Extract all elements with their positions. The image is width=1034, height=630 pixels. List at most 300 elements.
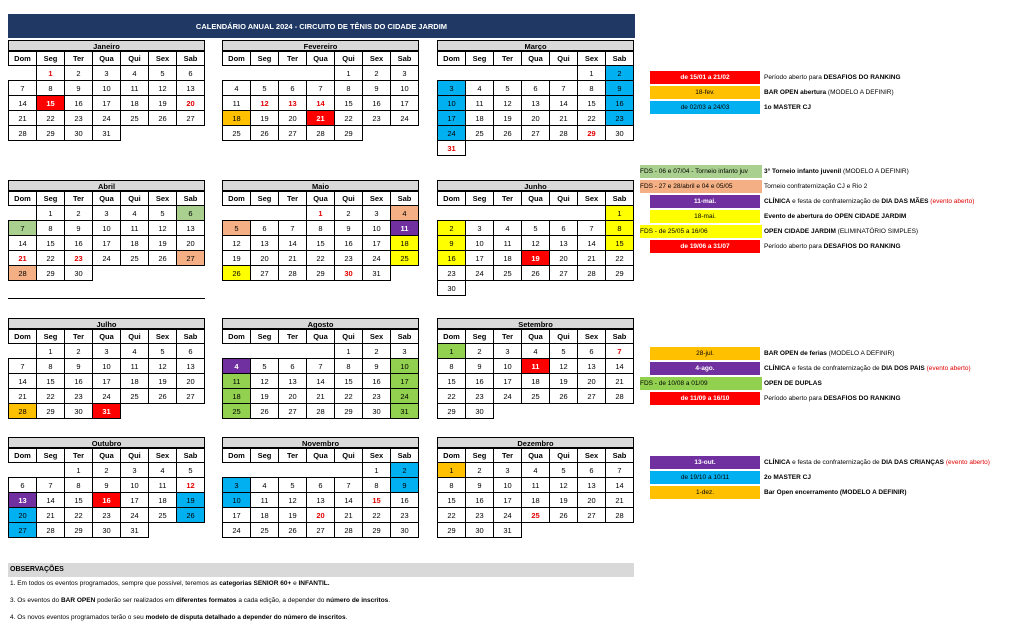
day-cell: 14: [578, 236, 606, 251]
day-cell: 22: [363, 508, 391, 523]
weekday-header: Sab: [391, 52, 419, 66]
day-cell: 26: [149, 251, 177, 266]
day-cell: 25: [149, 508, 177, 523]
weekday-header: Sex: [363, 52, 391, 66]
day-cell: 26: [149, 389, 177, 404]
day-cell: 13: [279, 96, 307, 111]
day-cell: 25: [121, 389, 149, 404]
weekday-header: Ter: [279, 330, 307, 344]
day-cell: 28: [578, 266, 606, 281]
day-cell: 14: [550, 96, 578, 111]
day-cell: 24: [93, 389, 121, 404]
day-cell: 5: [550, 344, 578, 359]
day-cell: 10: [93, 81, 121, 96]
day-cell: 12: [550, 359, 578, 374]
weekday-header: Qua: [522, 449, 550, 463]
day-cell: 16: [65, 96, 93, 111]
day-cell: 11: [121, 81, 149, 96]
day-cell: [335, 463, 363, 478]
day-cell: [578, 206, 606, 221]
day-cell: [363, 126, 391, 141]
day-cell: 31: [438, 141, 466, 156]
day-cell: 4: [121, 66, 149, 81]
day-cell: 15: [65, 493, 93, 508]
day-cell: [251, 66, 279, 81]
day-cell: 9: [335, 221, 363, 236]
day-cell: 17: [363, 236, 391, 251]
month-name: Maio: [222, 180, 419, 191]
weekday-header: Qua: [93, 192, 121, 206]
event-description: CLÍNICA e festa de confraternização de DIA DAS CRIANÇAS (evento aberto): [764, 459, 990, 466]
day-cell: 1: [37, 66, 65, 81]
day-cell: 12: [149, 81, 177, 96]
day-cell: 11: [522, 478, 550, 493]
day-cell: 17: [121, 493, 149, 508]
weekday-header: Seg: [466, 192, 494, 206]
day-cell: 18: [223, 111, 251, 126]
day-cell: 5: [522, 221, 550, 236]
weekday-header: Ter: [279, 52, 307, 66]
day-cell: 20: [9, 508, 37, 523]
day-cell: 3: [391, 66, 419, 81]
day-cell: 7: [335, 478, 363, 493]
day-cell: 12: [279, 493, 307, 508]
day-cell: [522, 66, 550, 81]
day-cell: 25: [466, 126, 494, 141]
day-cell: [522, 141, 550, 156]
day-cell: 24: [363, 251, 391, 266]
day-cell: 16: [363, 374, 391, 389]
weekday-header: Dom: [9, 52, 37, 66]
day-cell: 10: [93, 221, 121, 236]
day-cell: 18: [251, 508, 279, 523]
day-cell: [251, 206, 279, 221]
day-cell: 18: [149, 493, 177, 508]
day-cell: 3: [494, 463, 522, 478]
day-cell: 29: [37, 266, 65, 281]
day-cell: 28: [606, 389, 634, 404]
month-name: Março: [437, 40, 634, 51]
day-cell: [494, 141, 522, 156]
day-cell: 23: [335, 251, 363, 266]
day-cell: 16: [65, 236, 93, 251]
day-cell: [438, 206, 466, 221]
day-cell: 16: [466, 374, 494, 389]
day-cell: 11: [494, 236, 522, 251]
day-cell: 29: [363, 523, 391, 538]
day-cell: 28: [307, 404, 335, 419]
day-cell: 6: [177, 344, 205, 359]
day-cell: 26: [279, 523, 307, 538]
day-cell: 29: [37, 404, 65, 419]
weekday-header: Qui: [335, 192, 363, 206]
day-cell: 1: [37, 344, 65, 359]
day-cell: 17: [391, 96, 419, 111]
day-cell: 4: [223, 81, 251, 96]
day-cell: [550, 523, 578, 538]
day-cell: 1: [363, 463, 391, 478]
day-cell: 15: [307, 236, 335, 251]
day-cell: 10: [391, 81, 419, 96]
day-cell: [606, 281, 634, 296]
day-cell: 8: [37, 81, 65, 96]
day-cell: [177, 523, 205, 538]
day-cell: 9: [93, 478, 121, 493]
day-cell: 4: [223, 359, 251, 374]
day-cell: 11: [121, 221, 149, 236]
day-cell: 23: [363, 111, 391, 126]
day-cell: [251, 344, 279, 359]
weekday-header: Seg: [37, 330, 65, 344]
day-cell: [149, 266, 177, 281]
day-cell: 20: [550, 251, 578, 266]
day-cell: 21: [279, 251, 307, 266]
event-date-tag: 28-jul.: [650, 347, 760, 360]
event-description: 1o MASTER CJ: [764, 104, 811, 111]
day-cell: 29: [335, 404, 363, 419]
weekday-header: Seg: [251, 52, 279, 66]
day-cell: 26: [223, 266, 251, 281]
month-name: Julho: [8, 318, 205, 329]
event-description: Evento de abertura do OPEN CIDADE JARDIM: [764, 213, 907, 220]
day-cell: 14: [9, 374, 37, 389]
day-cell: 7: [279, 221, 307, 236]
day-cell: 30: [65, 266, 93, 281]
day-cell: 28: [606, 508, 634, 523]
day-cell: 12: [149, 359, 177, 374]
day-cell: [149, 404, 177, 419]
day-cell: 13: [522, 96, 550, 111]
day-cell: 21: [9, 251, 37, 266]
day-cell: [494, 404, 522, 419]
day-cell: 6: [522, 81, 550, 96]
day-cell: 19: [550, 493, 578, 508]
day-cell: 26: [149, 111, 177, 126]
day-cell: 8: [335, 81, 363, 96]
day-cell: [307, 463, 335, 478]
day-cell: 9: [438, 236, 466, 251]
day-cell: 3: [363, 206, 391, 221]
day-cell: 30: [606, 126, 634, 141]
day-cell: [494, 206, 522, 221]
day-cell: 6: [578, 344, 606, 359]
weekday-header: Sex: [363, 192, 391, 206]
weekday-header: Sab: [177, 192, 205, 206]
event-description: OPEN CIDADE JARDIM (ELIMINATÓRIO SIMPLES): [764, 228, 919, 235]
day-cell: 12: [149, 221, 177, 236]
weekday-header: Ter: [494, 192, 522, 206]
day-cell: 25: [223, 126, 251, 141]
day-cell: 16: [606, 96, 634, 111]
day-cell: 3: [438, 81, 466, 96]
weekday-header: Sab: [391, 330, 419, 344]
day-cell: [578, 281, 606, 296]
day-cell: 17: [93, 96, 121, 111]
day-cell: [223, 463, 251, 478]
day-cell: 23: [65, 111, 93, 126]
weekday-header: Sab: [606, 449, 634, 463]
day-cell: 14: [9, 236, 37, 251]
day-cell: [494, 66, 522, 81]
page-title: CALENDÁRIO ANUAL 2024 - CIRCUITO DE TÊNIS DO CIDADE JARDIM: [8, 14, 635, 38]
day-cell: 1: [438, 344, 466, 359]
day-cell: 2: [391, 463, 419, 478]
weekday-header: Dom: [438, 192, 466, 206]
day-cell: 8: [307, 221, 335, 236]
weekday-header: Seg: [251, 330, 279, 344]
day-cell: 17: [223, 508, 251, 523]
day-cell: [177, 126, 205, 141]
weekday-header: Dom: [438, 52, 466, 66]
day-cell: 6: [177, 66, 205, 81]
day-cell: 20: [578, 374, 606, 389]
weekday-header: Sab: [606, 52, 634, 66]
day-cell: [494, 281, 522, 296]
day-cell: 18: [121, 96, 149, 111]
day-cell: 26: [550, 508, 578, 523]
day-cell: 8: [65, 478, 93, 493]
day-cell: 28: [37, 523, 65, 538]
weekday-header: Sex: [578, 330, 606, 344]
month-name: Fevereiro: [222, 40, 419, 51]
weekday-header: Ter: [65, 449, 93, 463]
month-name: Dezembro: [437, 437, 634, 448]
day-cell: 3: [93, 206, 121, 221]
day-cell: 13: [177, 221, 205, 236]
day-cell: [466, 66, 494, 81]
day-cell: [121, 404, 149, 419]
month-name: Setembro: [437, 318, 634, 329]
weekday-header: Seg: [466, 449, 494, 463]
day-cell: 5: [223, 221, 251, 236]
weekday-header: Ter: [65, 192, 93, 206]
day-cell: 3: [121, 463, 149, 478]
weekday-header: Dom: [223, 330, 251, 344]
day-cell: 7: [606, 463, 634, 478]
day-cell: 19: [177, 493, 205, 508]
day-cell: 6: [279, 81, 307, 96]
event-date-tag: 13-out.: [650, 456, 760, 469]
day-cell: 2: [466, 344, 494, 359]
weekday-header: Qui: [335, 449, 363, 463]
day-cell: 27: [9, 523, 37, 538]
day-cell: 20: [578, 493, 606, 508]
weekday-header: Dom: [438, 330, 466, 344]
day-cell: 23: [391, 508, 419, 523]
event-date-tag: FDS - 06 e 07/04 - Torneio infanto juv: [640, 165, 762, 178]
weekday-header: Seg: [37, 52, 65, 66]
day-cell: 14: [279, 236, 307, 251]
day-cell: 8: [335, 359, 363, 374]
day-cell: 16: [93, 493, 121, 508]
day-cell: 29: [438, 523, 466, 538]
day-cell: 2: [363, 344, 391, 359]
weekday-header: Qua: [307, 52, 335, 66]
day-cell: 29: [578, 126, 606, 141]
weekday-header: Qua: [93, 330, 121, 344]
weekday-header: Seg: [466, 52, 494, 66]
day-cell: [550, 404, 578, 419]
weekday-header: Sab: [177, 330, 205, 344]
day-cell: 27: [307, 523, 335, 538]
day-cell: 13: [578, 478, 606, 493]
day-cell: 1: [37, 206, 65, 221]
day-cell: 3: [391, 344, 419, 359]
day-cell: 10: [391, 359, 419, 374]
weekday-header: Ter: [65, 330, 93, 344]
observation-line: 4. Os novos eventos programados terão o seu modelo de disputa detalhado a depender do número de inscritos.: [10, 614, 348, 621]
day-cell: 22: [335, 111, 363, 126]
day-cell: 24: [391, 111, 419, 126]
weekday-header: Ter: [279, 192, 307, 206]
day-cell: 18: [522, 374, 550, 389]
day-cell: 5: [149, 344, 177, 359]
day-cell: 23: [65, 389, 93, 404]
weekday-header: Dom: [223, 52, 251, 66]
day-cell: 13: [177, 359, 205, 374]
day-cell: 4: [522, 463, 550, 478]
day-cell: [550, 281, 578, 296]
month-name: Junho: [437, 180, 634, 191]
day-cell: [466, 206, 494, 221]
day-cell: 11: [391, 221, 419, 236]
day-cell: 24: [494, 508, 522, 523]
day-cell: [606, 404, 634, 419]
day-cell: 21: [307, 389, 335, 404]
day-cell: 11: [149, 478, 177, 493]
day-cell: 7: [578, 221, 606, 236]
day-cell: 20: [522, 111, 550, 126]
day-cell: 18: [466, 111, 494, 126]
day-cell: 13: [251, 236, 279, 251]
month-setembro: [437, 318, 634, 419]
weekday-header: Dom: [223, 192, 251, 206]
day-cell: 27: [578, 389, 606, 404]
day-cell: 29: [606, 266, 634, 281]
day-cell: 20: [177, 374, 205, 389]
day-cell: 22: [578, 111, 606, 126]
day-cell: 15: [37, 236, 65, 251]
weekday-header: Sab: [177, 52, 205, 66]
day-cell: 23: [466, 389, 494, 404]
day-cell: 20: [279, 389, 307, 404]
day-cell: 8: [363, 478, 391, 493]
weekday-header: Ter: [494, 52, 522, 66]
day-cell: 1: [438, 463, 466, 478]
month-março: [437, 40, 634, 156]
day-cell: 22: [37, 389, 65, 404]
day-cell: 21: [606, 493, 634, 508]
day-cell: [9, 344, 37, 359]
day-cell: [466, 281, 494, 296]
month-agosto: [222, 318, 419, 419]
event-description: 3° Torneio infanto juvenil (MODELO A DEFINIR): [764, 168, 909, 175]
day-cell: 8: [438, 478, 466, 493]
weekday-header: Qui: [121, 330, 149, 344]
day-cell: 24: [223, 523, 251, 538]
day-cell: 21: [335, 508, 363, 523]
day-cell: 13: [307, 493, 335, 508]
event-date-tag: de 19/06 a 31/07: [650, 240, 760, 253]
day-cell: 26: [550, 389, 578, 404]
day-cell: 2: [466, 463, 494, 478]
day-cell: 17: [494, 374, 522, 389]
day-cell: 23: [363, 389, 391, 404]
event-description: CLÍNICA e festa de confraternização de DIA DOS PAIS (evento aberto): [764, 365, 971, 372]
day-cell: 17: [391, 374, 419, 389]
day-cell: 24: [93, 251, 121, 266]
event-date-tag: de 19/10 a 10/11: [650, 471, 760, 484]
day-cell: 25: [223, 404, 251, 419]
day-cell: 14: [606, 478, 634, 493]
day-cell: [550, 141, 578, 156]
event-description: 2o MASTER CJ: [764, 474, 811, 481]
weekday-header: Qua: [307, 449, 335, 463]
weekday-header: Seg: [466, 330, 494, 344]
day-cell: 23: [606, 111, 634, 126]
day-cell: [391, 126, 419, 141]
day-cell: 13: [279, 374, 307, 389]
day-cell: [9, 66, 37, 81]
day-cell: 29: [307, 266, 335, 281]
day-cell: 28: [9, 266, 37, 281]
event-date-tag: 4-ago.: [650, 362, 760, 375]
day-cell: 9: [363, 359, 391, 374]
day-cell: 13: [177, 81, 205, 96]
weekday-header: Sex: [578, 52, 606, 66]
day-cell: 24: [93, 111, 121, 126]
event-date-tag: FDS - de 25/05 a 16/06: [640, 225, 762, 238]
day-cell: 8: [438, 359, 466, 374]
day-cell: 23: [65, 251, 93, 266]
day-cell: 8: [606, 221, 634, 236]
day-cell: 3: [466, 221, 494, 236]
weekday-header: Qui: [121, 449, 149, 463]
day-cell: 10: [223, 493, 251, 508]
day-cell: 6: [578, 463, 606, 478]
day-cell: 17: [93, 236, 121, 251]
day-cell: 24: [121, 508, 149, 523]
weekday-header: Qua: [307, 330, 335, 344]
day-cell: [522, 206, 550, 221]
day-cell: 20: [251, 251, 279, 266]
day-cell: 30: [335, 266, 363, 281]
day-cell: 9: [466, 478, 494, 493]
day-cell: 2: [93, 463, 121, 478]
day-cell: 20: [279, 111, 307, 126]
day-cell: 3: [223, 478, 251, 493]
day-cell: 2: [335, 206, 363, 221]
day-cell: 7: [9, 359, 37, 374]
day-cell: 15: [37, 96, 65, 111]
day-cell: 13: [578, 359, 606, 374]
day-cell: 2: [363, 66, 391, 81]
weekday-header: Sex: [363, 330, 391, 344]
day-cell: 11: [121, 359, 149, 374]
weekday-header: Qui: [550, 330, 578, 344]
day-cell: 1: [65, 463, 93, 478]
day-cell: 13: [550, 236, 578, 251]
day-cell: 27: [279, 404, 307, 419]
day-cell: 21: [550, 111, 578, 126]
day-cell: 7: [606, 344, 634, 359]
event-description: OPEN DE DUPLAS: [764, 380, 822, 387]
day-cell: 24: [466, 266, 494, 281]
day-cell: 10: [363, 221, 391, 236]
day-cell: [438, 66, 466, 81]
day-cell: 6: [9, 478, 37, 493]
day-cell: 28: [335, 523, 363, 538]
